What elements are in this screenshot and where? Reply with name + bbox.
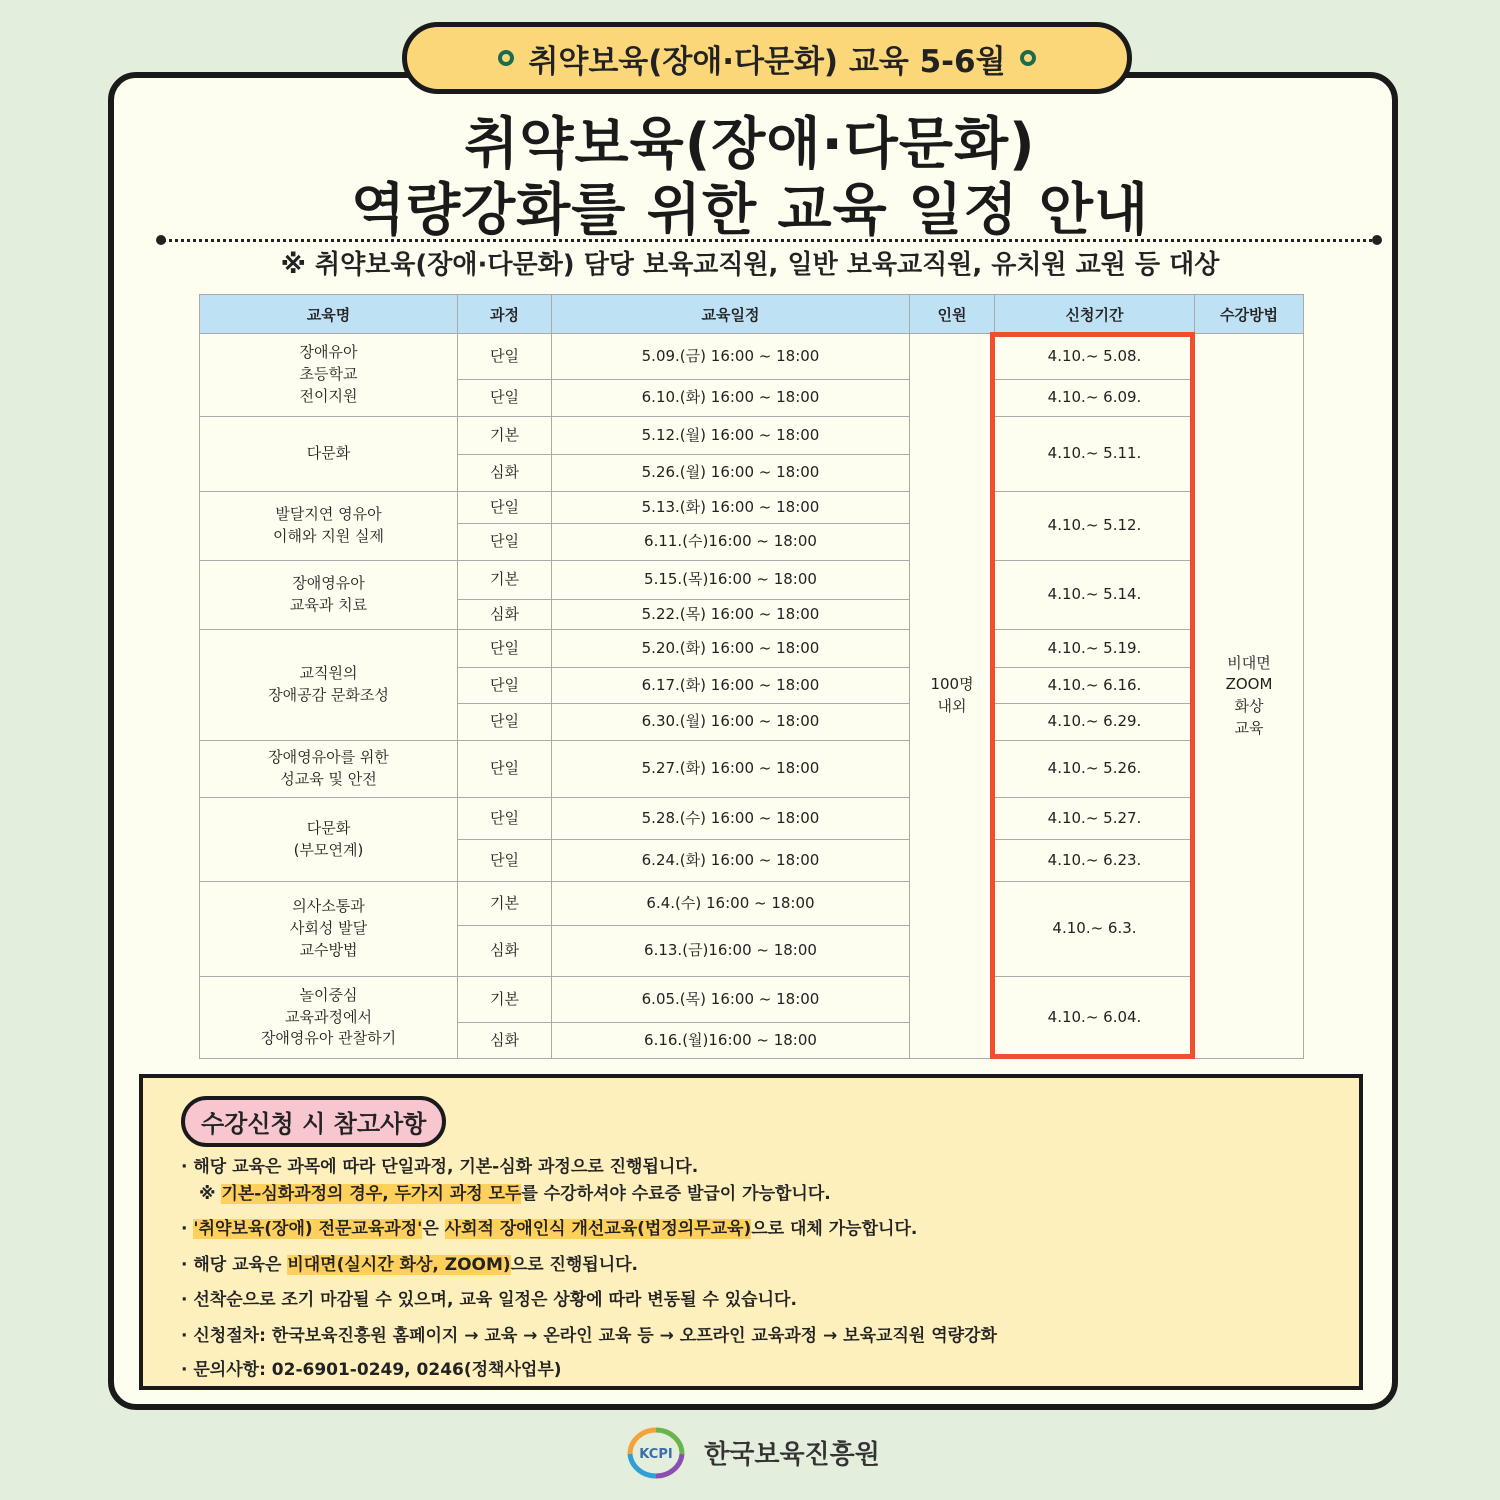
note-item: · 선착순으로 조기 마감될 수 있으며, 교육 일정은 상황에 따라 변동될 수 있습니다.	[181, 1290, 797, 1310]
course-type: 단일	[458, 741, 552, 798]
course-type: 심화	[458, 600, 552, 630]
course-type: 단일	[458, 668, 552, 704]
course-type: 단일	[458, 798, 552, 840]
course-name: 장애유아 초등학교 전이지원	[200, 334, 458, 417]
course-type: 기본	[458, 977, 552, 1023]
period-cell: 4.10.~ 5.19.	[995, 630, 1195, 668]
circle-icon	[498, 50, 514, 66]
header-schedule: 교육일정	[552, 295, 910, 334]
period-cell: 4.10.~ 6.09.	[995, 380, 1195, 417]
schedule-cell: 5.28.(수) 16:00 ~ 18:00	[552, 798, 910, 840]
course-name: 장애영유아 교육과 치료	[200, 561, 458, 630]
footer	[0, 1424, 1500, 1480]
note-text: 으로 대체 가능합니다.	[751, 1219, 918, 1239]
period-cell: 4.10.~ 6.23.	[995, 840, 1195, 882]
course-name: 놀이중심 교육과정에서 장애영유아 관찰하기	[200, 977, 458, 1059]
course-name: 교직원의 장애공감 문화조성	[200, 630, 458, 741]
badge-text: 취약보육(장애·다문화) 교육 5-6월	[528, 43, 1006, 80]
schedule-cell: 5.26.(월) 16:00 ~ 18:00	[552, 455, 910, 492]
course-type: 심화	[458, 926, 552, 977]
note-highlight: 사회적 장애인식 개선교육(법정의무교육)	[444, 1219, 752, 1239]
period-cell: 4.10.~ 5.27.	[995, 798, 1195, 840]
note-item: · 신청절차: 한국보육진흥원 홈페이지 → 교육 → 온라인 교육 등 → 오프라인 교육과정 → 보육교직원 역량강화	[181, 1326, 997, 1346]
course-type: 단일	[458, 492, 552, 524]
organization-name: 한국보육진흥원	[704, 1439, 880, 1470]
schedule-cell: 6.30.(월) 16:00 ~ 18:00	[552, 704, 910, 741]
header-capacity: 인원	[910, 295, 995, 334]
period-cell: 4.10.~ 6.3.	[995, 882, 1195, 977]
note-highlight: 비대면(실시간 화상, ZOOM)	[287, 1255, 511, 1275]
schedule-cell: 6.11.(수)16:00 ~ 18:00	[552, 524, 910, 561]
note-text: 를 수강하셔야 수료증 발급이 가능합니다.	[521, 1184, 831, 1204]
note-highlight: '취약보육(장애) 전문교육과정'	[193, 1219, 423, 1239]
notes-title: 수강신청 시 참고사항	[181, 1096, 446, 1147]
period-cell: 4.10.~ 5.12.	[995, 492, 1195, 561]
period-cell: 4.10.~ 6.16.	[995, 668, 1195, 704]
page-title-line1: 취약보육(장애·다문화)	[464, 112, 1036, 177]
course-name: 다문화	[200, 417, 458, 492]
period-cell: 4.10.~ 5.14.	[995, 561, 1195, 630]
period-cell: 4.10.~ 6.04.	[995, 977, 1195, 1059]
note-text: · 해당 교육은	[181, 1255, 288, 1275]
course-type: 단일	[458, 524, 552, 561]
schedule-cell: 5.27.(화) 16:00 ~ 18:00	[552, 741, 910, 798]
course-type: 심화	[458, 1023, 552, 1059]
schedule-cell: 5.20.(화) 16:00 ~ 18:00	[552, 630, 910, 668]
schedule-cell: 6.10.(화) 16:00 ~ 18:00	[552, 380, 910, 417]
note-item	[181, 1214, 917, 1239]
course-type: 심화	[458, 455, 552, 492]
dotted-divider	[162, 239, 1380, 242]
course-type: 기본	[458, 417, 552, 455]
header-course-name: 교육명	[200, 295, 458, 334]
method-cell: 비대면 ZOOM 화상 교육	[1195, 334, 1304, 1059]
course-type: 기본	[458, 882, 552, 926]
header-badge	[402, 22, 1132, 94]
period-cell: 4.10.~ 5.26.	[995, 741, 1195, 798]
schedule-cell: 5.12.(월) 16:00 ~ 18:00	[552, 417, 910, 455]
note-bullet: ·	[181, 1219, 194, 1239]
note-text: 으로 진행됩니다.	[510, 1255, 639, 1275]
period-cell: 4.10.~ 5.11.	[995, 417, 1195, 492]
schedule-cell: 6.24.(화) 16:00 ~ 18:00	[552, 840, 910, 882]
period-highlight-box	[990, 332, 1195, 1059]
note-item	[199, 1179, 831, 1204]
note-item: · 해당 교육은 과목에 따라 단일과정, 기본-심화 과정으로 진행됩니다.	[181, 1157, 699, 1177]
course-type: 기본	[458, 561, 552, 600]
target-audience: ※ 취약보육(장애·다문화) 담당 보육교직원, 일반 보육교직원, 유치원 교원 등 대상	[280, 250, 1220, 280]
schedule-cell: 5.22.(목) 16:00 ~ 18:00	[552, 600, 910, 630]
course-type: 단일	[458, 840, 552, 882]
note-text: 은	[422, 1219, 445, 1239]
header-course-type: 과정	[458, 295, 552, 334]
period-cell: 4.10.~ 5.08.	[995, 334, 1195, 380]
course-name: 발달지연 영유아 이해와 지원 실제	[200, 492, 458, 561]
schedule-cell: 6.4.(수) 16:00 ~ 18:00	[552, 882, 910, 926]
course-type: 단일	[458, 630, 552, 668]
note-highlight: 기본-심화과정의 경우, 두가지 과정 모두	[221, 1184, 522, 1204]
kcpi-logo-icon	[620, 1424, 692, 1480]
schedule-cell: 6.16.(월)16:00 ~ 18:00	[552, 1023, 910, 1059]
note-mark: ※	[199, 1184, 222, 1204]
notes-panel	[139, 1074, 1363, 1390]
header-method: 수강방법	[1195, 295, 1304, 334]
course-type: 단일	[458, 704, 552, 741]
circle-icon	[1020, 50, 1036, 66]
header-application-period: 신청기간	[995, 295, 1195, 334]
schedule-cell: 6.17.(화) 16:00 ~ 18:00	[552, 668, 910, 704]
capacity-cell: 100명 내외	[910, 334, 995, 1059]
course-name: 장애영유아를 위한 성교육 및 안전	[200, 741, 458, 798]
schedule-cell: 5.15.(목)16:00 ~ 18:00	[552, 561, 910, 600]
logo-text: KCPI	[639, 1447, 673, 1462]
course-name: 다문화 (부모연계)	[200, 798, 458, 882]
note-item: · 문의사항: 02-6901-0249, 0246(정책사업부)	[181, 1360, 562, 1380]
schedule-cell: 6.13.(금)16:00 ~ 18:00	[552, 926, 910, 977]
period-cell: 4.10.~ 6.29.	[995, 704, 1195, 741]
course-type: 단일	[458, 380, 552, 417]
note-item	[181, 1250, 638, 1275]
course-name: 의사소통과 사회성 발달 교수방법	[200, 882, 458, 977]
page-title-line2: 역량강화를 위한 교육 일정 안내	[350, 178, 1150, 243]
course-type: 단일	[458, 334, 552, 380]
schedule-cell: 5.09.(금) 16:00 ~ 18:00	[552, 334, 910, 380]
schedule-cell: 6.05.(목) 16:00 ~ 18:00	[552, 977, 910, 1023]
schedule-cell: 5.13.(화) 16:00 ~ 18:00	[552, 492, 910, 524]
